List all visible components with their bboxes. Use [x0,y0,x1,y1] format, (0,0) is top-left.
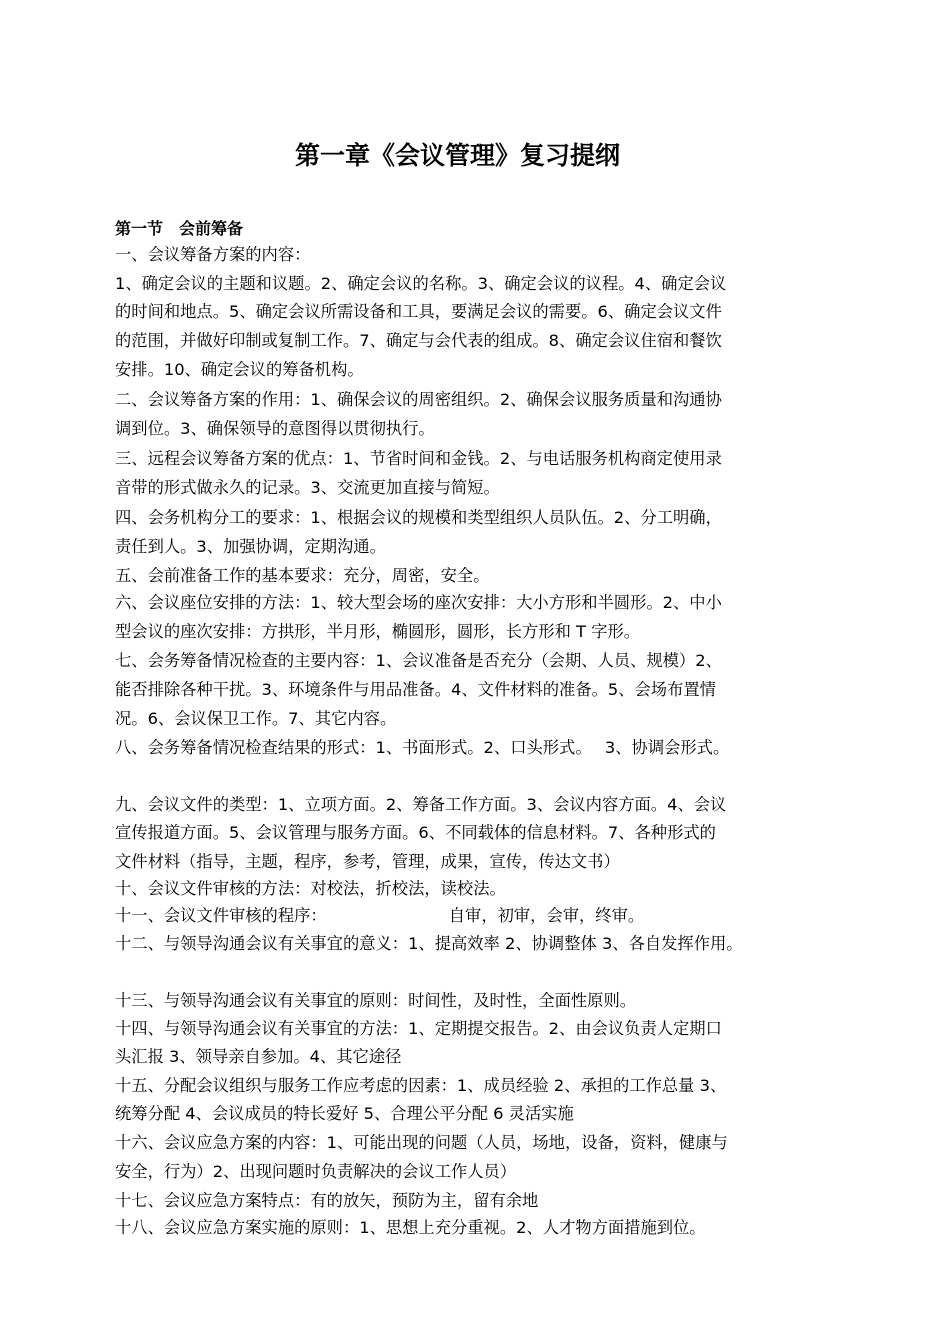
text-line: 头汇报 3、领导亲自参加。4、其它途径 [115,1047,402,1066]
text-line: 责任到人。3、加强协调，定期沟通。 [115,537,386,556]
text-line: 能否排除各种干扰。3、环境条件与用品准备。4、文件材料的准备。5、会场布置情 [115,680,716,699]
text-line: 十一、会议文件审核的程序： 自审，初审，会审，终审。 [115,906,645,925]
text-line: 调到位。3、确保领导的意图得以贯彻执行。 [115,419,435,438]
text-line: 三、远程会议筹备方案的优点：1、节省时间和金钱。2、与电话服务机构商定使用录 [115,449,722,468]
section-heading: 第一节 会前筹备 [115,219,244,238]
text-line: 十七、会议应急方案特点：有的放矢，预防为主，留有余地 [115,1191,539,1210]
text-line: 四、会务机构分工的要求：1、根据会议的规模和类型组织人员队伍。2、分工明确， [115,508,722,527]
text-line: 十二、与领导沟通会议有关事宜的意义：1、提高效率 2、协调整体 3、各自发挥作用。 [115,934,743,953]
text-line: 1、确定会议的主题和议题。2、确定会议的名称。3、确定会议的议程。4、确定会议 [115,274,727,293]
text-line: 二、会议筹备方案的作用：1、确保会议的周密组织。2、确保会议服务质量和沟通协 [115,390,722,409]
text-line: 的时间和地点。5、确定会议所需设备和工具，要满足会议的需要。6、确定会议文件 [115,302,722,321]
text-line: 六、会议座位安排的方法：1、较大型会场的座次安排：大小方形和半圆形。2、中小 [115,593,722,612]
text-line: 十六、会议应急方案的内容：1、可能出现的问题（人员，场地，设备，资料，健康与 [115,1133,728,1152]
text-line: 的范围，并做好印制或复制工作。7、确定与会代表的组成。8、确定会议住宿和餐饮 [115,331,722,350]
text-line: 安排。10、确定会议的筹备机构。 [115,360,364,379]
text-line: 五、会前准备工作的基本要求：充分，周密，安全。 [115,566,490,585]
text-line: 十四、与领导沟通会议有关事宜的方法：1、定期提交报告。2、由会议负责人定期口 [115,1019,722,1038]
text-line: 十八、会议应急方案实施的原则：1、思想上充分重视。2、人才物方面措施到位。 [115,1218,706,1237]
text-line: 宣传报道方面。5、会议管理与服务方面。6、不同载体的信息材料。7、各种形式的 [115,823,716,842]
text-line: 统筹分配 4、会议成员的特长爱好 5、合理公平分配 6 灵活实施 [115,1104,574,1123]
text-line: 文件材料（指导，主题，程序，参考，管理，成果，宣传，传达文书） [115,852,620,871]
text-line: 九、会议文件的类型：1、立项方面。2、筹备工作方面。3、会议内容方面。4、会议 [115,795,727,814]
text-line: 十、会议文件审核的方法：对校法，折校法，读校法。 [115,879,506,898]
document-title: 第一章《会议管理》复习提纲 [294,141,620,170]
text-line: 音带的形式做永久的记录。3、交流更加直接与简短。 [115,478,500,497]
text-line: 十五、分配会议组织与服务工作应考虑的因素：1、成员经验 2、承担的工作总量 3、 [115,1076,727,1095]
text-line: 型会议的座次安排：方拱形，半月形，椭圆形，圆形，长方形和 T 字形。 [115,622,641,641]
text-line: 八、会务筹备情况检查结果的形式：1、书面形式。2、口头形式。 3、协调会形式。 [115,738,730,757]
text-line: 十三、与领导沟通会议有关事宜的原则：时间性，及时性，全面性原则。 [115,991,637,1010]
text-line: 七、会务筹备情况检查的主要内容：1、会议准备是否充分（会期、人员、规模）2、 [115,651,722,670]
text-line: 一、会议筹备方案的内容： [115,245,311,264]
text-line: 况。6、会议保卫工作。7、其它内容。 [115,709,397,728]
text-line: 安全，行为）2、出现问题时负责解决的会议工作人员） [115,1162,517,1181]
